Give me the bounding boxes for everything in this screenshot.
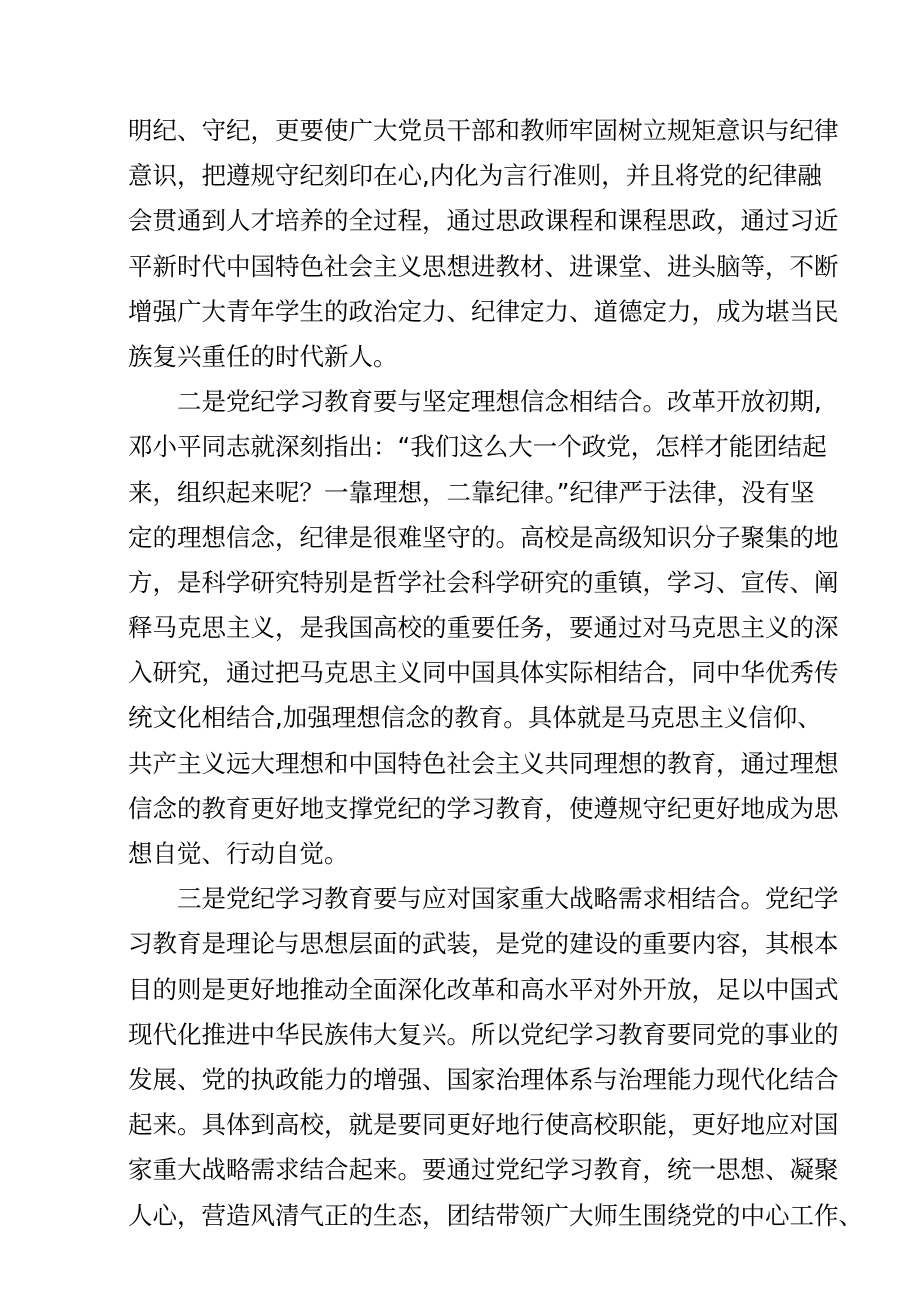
paragraph-2 [128, 379, 839, 876]
text-line: 族复兴重任的时代新人。 [128, 341, 398, 371]
text-line: 想自觉、行动自觉。 [128, 839, 349, 868]
text-line: 目的则是更好地推动全面深化改革和高水平对外开放，足以中国式 [128, 974, 839, 1004]
text-line: 信念的教育更好地支撑党纪的学习教育，使遵规守纪更好地成为思 [128, 793, 839, 823]
text-line: 统文化相结合,加强理想信念的教育。具体就是马克思主义信仰、 [128, 703, 822, 733]
text-line: 共产主义远大理想和中国特色社会主义共同理想的教育，通过理想 [128, 748, 839, 778]
text-line: 平新时代中国特色社会主义思想进教材、进课堂、进头脑等，不断 [128, 251, 839, 281]
text-line: 起来。具体到高校，就是要同更好地行使高校职能，更好地应对国 [128, 1110, 839, 1140]
text-line: 二是党纪学习教育要与坚定理想信念相结合。改革开放初期, [177, 387, 822, 417]
text-line: 定的理想信念，纪律是很难坚守的。高校是高级知识分子聚集的地 [128, 522, 839, 552]
paragraph-1 [128, 108, 839, 379]
text-line: 释马克思主义，是我国高校的重要任务，要通过对马克思主义的深 [128, 613, 839, 643]
text-line: 人心，营造风清气正的生态，团结带领广大师生围绕党的中心工作、 [128, 1200, 863, 1230]
paragraph-3 [128, 876, 863, 1238]
text-line: 发展、党的执政能力的增强、国家治理体系与治理能力现代化结合 [128, 1064, 839, 1094]
text-line: 来，组织起来呢？一靠理想，二靠纪律。”纪律严于法律，没有坚 [128, 477, 815, 507]
text-line: 三是党纪学习教育要与应对国家重大战略需求相结合。党纪学 [177, 884, 839, 914]
text-line: 入研究，通过把马克思主义同中国具体实际相结合，同中华优秀传 [128, 658, 839, 688]
text-line: 明纪、守纪，更要使广大党员干部和教师牢固树立规矩意识与纪律 [128, 116, 839, 145]
text-line: 家重大战略需求结合起来。要通过党纪学习教育，统一思想、凝聚 [128, 1155, 839, 1185]
document-body [128, 108, 863, 1238]
text-line: 增强广大青年学生的政治定力、纪律定力、道德定力，成为堪当民 [128, 296, 839, 326]
text-line: 会贯通到人才培养的全过程，通过思政课程和课程思政，通过习近 [128, 206, 839, 236]
text-line: 意识，把遵规守纪刻印在心,内化为言行准则，并且将党的纪律融 [128, 161, 822, 191]
text-line: 邓小平同志就深刻指出：“我们这么大一个政党，怎样才能团结起 [128, 432, 827, 462]
text-line: 习教育是理论与思想层面的武装，是党的建设的重要内容，其根本 [128, 929, 839, 959]
text-line: 现代化推进中华民族伟大复兴。所以党纪学习教育要同党的事业的 [128, 1019, 839, 1049]
text-line: 方，是科学研究特别是哲学社会科学研究的重镇，学习、宣传、阐 [128, 567, 839, 597]
